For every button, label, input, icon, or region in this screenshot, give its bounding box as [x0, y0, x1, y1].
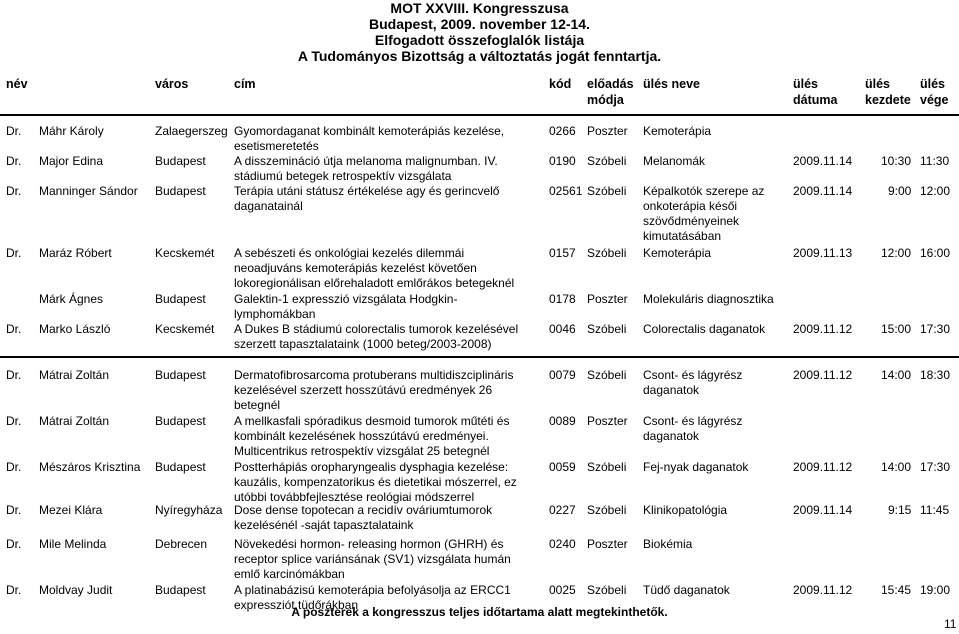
- row-name: Marko László: [39, 322, 111, 336]
- row-mode: Szóbeli: [587, 460, 627, 474]
- row-code: 0025: [549, 583, 576, 597]
- section-divider: [0, 356, 959, 358]
- document-subtitle-list: Elfogadott összefoglalók listája: [374, 32, 585, 48]
- row-mode: Szóbeli: [587, 322, 627, 336]
- row-end: 19:00: [920, 583, 951, 597]
- row-code: 0266: [549, 124, 576, 138]
- row-city: Zalaegerszeg: [155, 124, 228, 138]
- column-header-end-line1: ülés: [920, 77, 946, 91]
- row-date: 2009.11.14: [793, 154, 853, 168]
- row-name: Máhr Károly: [39, 124, 104, 138]
- row-session: Csont- és lágyrész daganatok: [643, 368, 743, 397]
- row-mode: Szóbeli: [587, 503, 627, 517]
- column-header-start-line1: ülés: [865, 77, 891, 91]
- page-number: 11: [944, 617, 957, 631]
- column-header-title: cím: [234, 77, 256, 91]
- row-city: Budapest: [155, 184, 206, 198]
- row-mode: Szóbeli: [587, 246, 627, 260]
- row-session: Kemoterápia: [643, 124, 712, 138]
- table-row: [0, 414, 959, 458]
- row-date: 2009.11.14: [793, 503, 853, 517]
- row-title: A sebészeti és onkológiai kezelés dilemmái neoadjuváns kemoterápiás kezelést követően lokoregionálisan előrehaladott emlőrákos betegeknél: [234, 246, 515, 290]
- row-start: 14:00: [881, 368, 912, 382]
- column-header-date-line1: ülés: [793, 77, 819, 91]
- row-code: 0089: [549, 414, 576, 428]
- row-prefix: Dr.: [6, 154, 22, 168]
- row-start: 9:00: [888, 184, 912, 198]
- row-title: A mellkasfali spóradikus desmoid tumorok műtéti és kombinált kezelésének hosszútávú eredményei. Multicentrikus retrospektív vizsgálat 25 betegnél: [234, 414, 510, 458]
- row-city: Budapest: [155, 292, 206, 306]
- column-header-city: város: [155, 77, 189, 91]
- table-row: [0, 368, 959, 412]
- row-session: Klinikopatológia: [643, 503, 728, 517]
- row-mode: Poszter: [587, 537, 628, 551]
- row-name: Mezei Klára: [39, 503, 103, 517]
- row-city: Kecskemét: [155, 322, 215, 336]
- row-session: Csont- és lágyrész daganatok: [643, 414, 743, 443]
- row-prefix: Dr.: [6, 322, 22, 336]
- row-city: Budapest: [155, 460, 206, 474]
- row-end: 17:30: [920, 322, 951, 336]
- row-title: Gyomordaganat kombinált kemoterápiás kezelése, esetismeretetés: [234, 124, 505, 153]
- row-name: Mátrai Zoltán: [39, 414, 110, 428]
- row-start: 12:00: [881, 246, 912, 260]
- row-start: 9:15: [888, 503, 912, 517]
- column-header-end-line2: vége: [920, 93, 949, 107]
- row-name: Manninger Sándor: [39, 184, 138, 198]
- row-date: 2009.11.12: [793, 460, 853, 474]
- row-city: Budapest: [155, 368, 206, 382]
- row-code: 0227: [549, 503, 576, 517]
- row-code: 0157: [549, 246, 576, 260]
- table-row: [0, 184, 959, 243]
- row-prefix: Dr.: [6, 246, 22, 260]
- row-title: Galektin-1 expresszió vizsgálata Hodgkin-lymphomákban: [234, 292, 458, 321]
- header-divider: [0, 114, 959, 116]
- row-prefix: Dr.: [6, 583, 22, 597]
- row-name: Major Edina: [39, 154, 104, 168]
- row-prefix: Dr.: [6, 537, 22, 551]
- row-mode: Szóbeli: [587, 154, 627, 168]
- column-header-code: kód: [549, 77, 572, 91]
- row-city: Budapest: [155, 583, 206, 597]
- table-row: [0, 322, 959, 351]
- row-session: Fej-nyak daganatok: [643, 460, 749, 474]
- row-mode: Poszter: [587, 292, 628, 306]
- table-row: [0, 292, 959, 321]
- row-title: Dose dense topotecan a recidív ováriumtumorok kezelésénél -saját tapasztalataink: [234, 503, 493, 532]
- row-end: 18:30: [920, 368, 951, 382]
- table-row: [0, 124, 959, 153]
- row-date: 2009.11.12: [793, 368, 853, 382]
- row-session: Kemoterápia: [643, 246, 712, 260]
- row-mode: Szóbeli: [587, 368, 627, 382]
- row-date: 2009.11.14: [793, 184, 853, 198]
- row-session: Képalkotók szerepe az onkoterápia késői szövődményeinek kimutatásában: [643, 184, 765, 243]
- row-end: 17:30: [920, 460, 951, 474]
- table-row: [0, 537, 959, 581]
- row-session: Tüdő daganatok: [643, 583, 730, 597]
- row-code: 02561: [549, 184, 583, 198]
- row-name: Maráz Róbert: [39, 246, 112, 260]
- row-end: 11:30: [920, 154, 950, 168]
- row-start: 15:45: [881, 583, 912, 597]
- row-start: 14:00: [881, 460, 912, 474]
- column-header-mode-line1: előadás: [587, 77, 634, 91]
- row-code: 0079: [549, 368, 576, 382]
- row-session: Colorectalis daganatok: [643, 322, 766, 336]
- column-header-start-line2: kezdete: [865, 93, 911, 107]
- row-prefix: Dr.: [6, 460, 22, 474]
- row-mode: Poszter: [587, 124, 628, 138]
- row-title: A disszemináció útja melanoma malignumban. IV. stádiumú betegek retrospektív vizsgálata: [234, 154, 498, 183]
- column-header-session: ülés neve: [643, 77, 700, 91]
- row-name: Moldvay Judit: [39, 583, 113, 597]
- column-header-name: név: [6, 77, 28, 91]
- column-header-date-line2: dátuma: [793, 93, 838, 107]
- row-prefix: Dr.: [6, 503, 22, 517]
- row-name: Mile Melinda: [39, 537, 107, 551]
- row-title: A Dukes B stádiumú colorectalis tumorok kezelésével szerzett tapasztalataink (1000 beteg/2003-2008): [234, 322, 519, 351]
- row-mode: Szóbeli: [587, 184, 627, 198]
- row-city: Debrecen: [155, 537, 208, 551]
- row-date: 2009.11.12: [793, 322, 853, 336]
- document-title: MOT XXVIII. Kongresszusa: [390, 0, 569, 16]
- row-name: Mészáros Krisztina: [39, 460, 141, 474]
- row-date: 2009.11.12: [793, 583, 853, 597]
- row-code: 0240: [549, 537, 576, 551]
- row-name: Mátrai Zoltán: [39, 368, 110, 382]
- row-name: Márk Ágnes: [39, 292, 104, 306]
- row-city: Kecskemét: [155, 246, 215, 260]
- document-disclaimer: A Tudományos Bizottság a változtatás jogát fenntartja.: [297, 48, 662, 64]
- row-end: 16:00: [920, 246, 951, 260]
- row-prefix: Dr.: [6, 368, 22, 382]
- row-end: 12:00: [920, 184, 951, 198]
- table-row: [0, 460, 959, 504]
- document-subtitle-date: Budapest, 2009. november 12-14.: [369, 16, 590, 32]
- footer-note: A poszterek a kongresszus teljes időtartama alatt megtekinthetők.: [291, 605, 668, 619]
- row-start: 15:00: [881, 322, 912, 336]
- row-end: 11:45: [920, 503, 950, 517]
- row-session: Biokémia: [643, 537, 693, 551]
- row-code: 0046: [549, 322, 576, 336]
- row-prefix: Dr.: [6, 124, 22, 138]
- row-session: Melanomák: [643, 154, 706, 168]
- row-title: Terápia utáni státusz értékelése agy és gerincvelő daganatainál: [234, 184, 500, 213]
- row-prefix: Dr.: [6, 184, 22, 198]
- table-row: [0, 246, 959, 290]
- row-start: 10:30: [881, 154, 912, 168]
- row-title: A platinabázisú kemoterápia befolyásolja az ERCC1 expressziót tüdőrákban: [234, 583, 511, 612]
- row-date: 2009.11.13: [793, 246, 853, 260]
- row-mode: Szóbeli: [587, 583, 627, 597]
- row-title: Postterhápiás oropharyngealis dysphagia kezelése: kauzális, kompenzatorikus és dietetikai mószerrel, ez utóbbi továbbfejlesztése reológiai módszerrel: [234, 460, 517, 504]
- column-header-mode-line2: módja: [587, 93, 624, 107]
- table-row: [0, 154, 959, 183]
- table-row: [0, 503, 959, 532]
- row-city: Budapest: [155, 154, 206, 168]
- row-title: Dermatofibrosarcoma protuberans multidiszciplináris kezelésével szerzett hosszútávú eredmények 26 betegnél: [234, 368, 514, 412]
- row-code: 0178: [549, 292, 576, 306]
- row-prefix: Dr.: [6, 414, 22, 428]
- row-mode: Poszter: [587, 414, 628, 428]
- row-city: Nyíregyháza: [155, 503, 223, 517]
- row-title: Növekedési hormon- releasing hormon (GHRH) és receptor splice variánsának (SV1) vizsgálata humán emlő karcinómákban: [234, 537, 511, 581]
- row-city: Budapest: [155, 414, 206, 428]
- row-session: Molekuláris diagnosztika: [643, 292, 774, 306]
- row-code: 0190: [549, 154, 576, 168]
- row-code: 0059: [549, 460, 576, 474]
